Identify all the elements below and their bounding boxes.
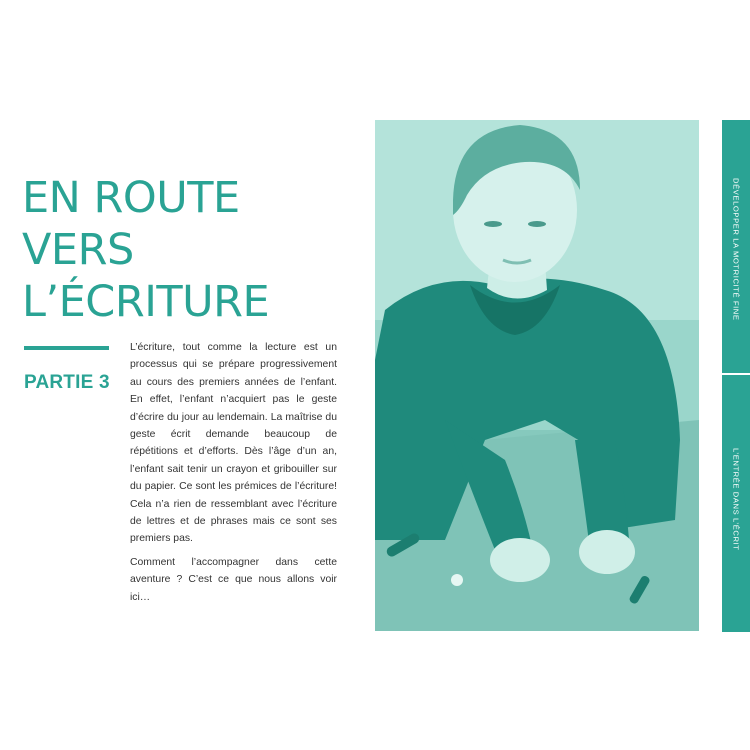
child-writing-photo	[375, 120, 699, 631]
part-label: PARTIE 3	[24, 372, 110, 393]
chapter-side-tab	[722, 120, 750, 632]
title-line-3: L’ÉCRITURE	[22, 277, 270, 327]
title-line-2: VERS	[22, 225, 134, 275]
intro-paragraph-1: L’écriture, tout comme la lecture est un processus qui se prépare progressivement au cours des premiers années de l’enfant. En effet, l’enfant n’acquiert pas le geste d’écrire du jour au lendemain. La maîtrise du geste écrit demande beaucoup de répétitions et d’efforts. Dès l’âge d’un an, l’enfant sait tenir un crayon et gribouiller sur du papier. Ce sont les prémices de l’écriture! Cela n’a rien de ressemblant avec l’écriture de lettres et de phrases mais ce sont ses premiers pas.	[130, 342, 337, 545]
intro-paragraph-2: Comment l’accompagner dans cette aventure ? C’est ce que nous allons voir ici…	[130, 556, 337, 603]
side-tab-divider	[722, 373, 750, 375]
side-tab-label-1: DÉVELOPPER LA MOTRICITÉ FINE	[731, 178, 741, 321]
title-divider	[24, 346, 109, 350]
title-line-1: EN ROUTE	[22, 173, 240, 223]
side-tab-label-2: L’ENTRÉE DANS L’ÉCRIT	[731, 448, 741, 551]
photo-illustration	[375, 120, 699, 631]
chapter-title	[22, 172, 269, 328]
intro-text	[130, 339, 337, 612]
